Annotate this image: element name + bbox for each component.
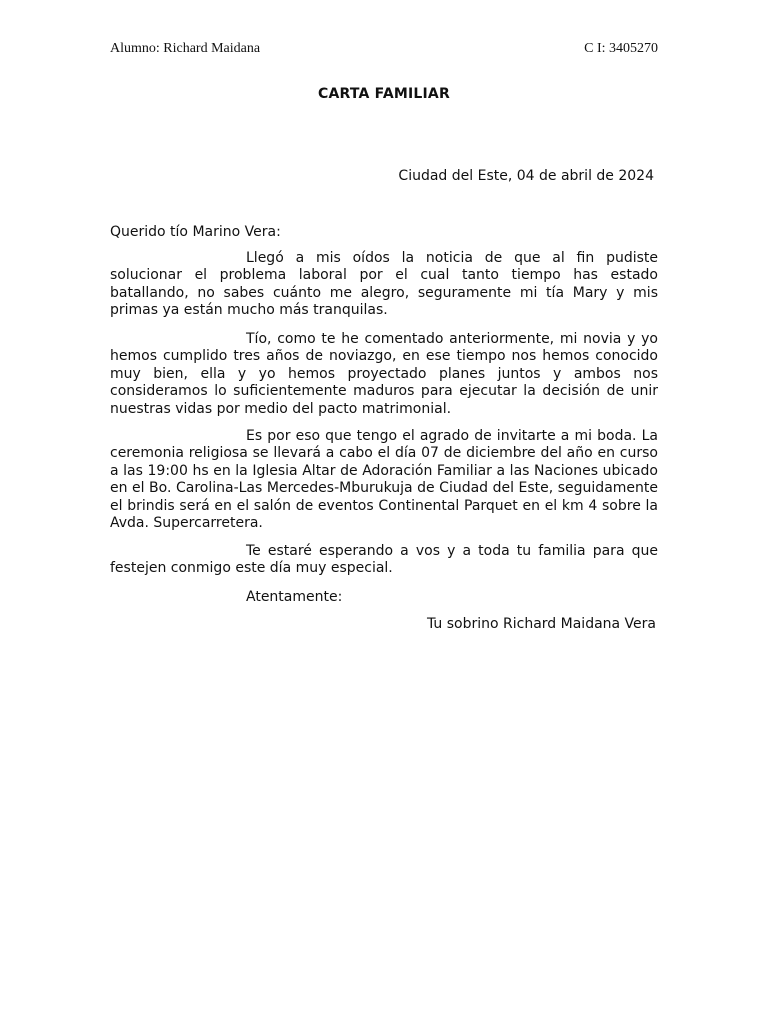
- letter-paragraph: Te estaré esperando a vos y a toda tu familia para que festejen conmigo este día muy especial.: [110, 543, 658, 577]
- student-id: C I: 3405270: [584, 41, 658, 56]
- student-name: Alumno: Richard Maidana: [110, 41, 261, 56]
- letter-title: CARTA FAMILIAR: [318, 86, 450, 102]
- letter-paragraph: Tío, como te he comentado anteriormente, mi novia y yo hemos cumplido tres años de noviazgo, en ese tiempo nos hemos conocido muy bien, ella y yo hemos proyectado planes juntos y ambos nos consideramos lo suficientemente maduros para ejecutar la decisión de unir nuestras vidas por medio del pacto matrimonial.: [110, 331, 658, 417]
- letter-closing: Atentamente:: [246, 589, 343, 605]
- letter-paragraph: Es por eso que tengo el agrado de invitarte a mi boda. La ceremonia religiosa se llevará a cabo el día 07 de diciembre del año en curso a las 19:00 hs en la Iglesia Altar de Adoración Familiar a las Naciones ubicado en el Bo. Carolina-Las Mercedes-Mburukuja de Ciudad del Este, seguidamente el brindis será en el salón de eventos Continental Parquet en el km 4 sobre la Avda. Supercarretera.: [110, 428, 658, 532]
- letter-paragraph: Llegó a mis oídos la noticia de que al fin pudiste solucionar el problema laboral por el cual tanto tiempo has estado batallando, no sabes cuánto me alegro, seguramente mi tía Mary y mis primas ya están mucho más tranquilas.: [110, 250, 658, 319]
- letter-signature: Tu sobrino Richard Maidana Vera: [427, 616, 656, 632]
- page-header: [110, 41, 658, 57]
- letter-date: Ciudad del Este, 04 de abril de 2024: [398, 168, 654, 184]
- letter-salutation: Querido tío Marino Vera:: [110, 224, 281, 240]
